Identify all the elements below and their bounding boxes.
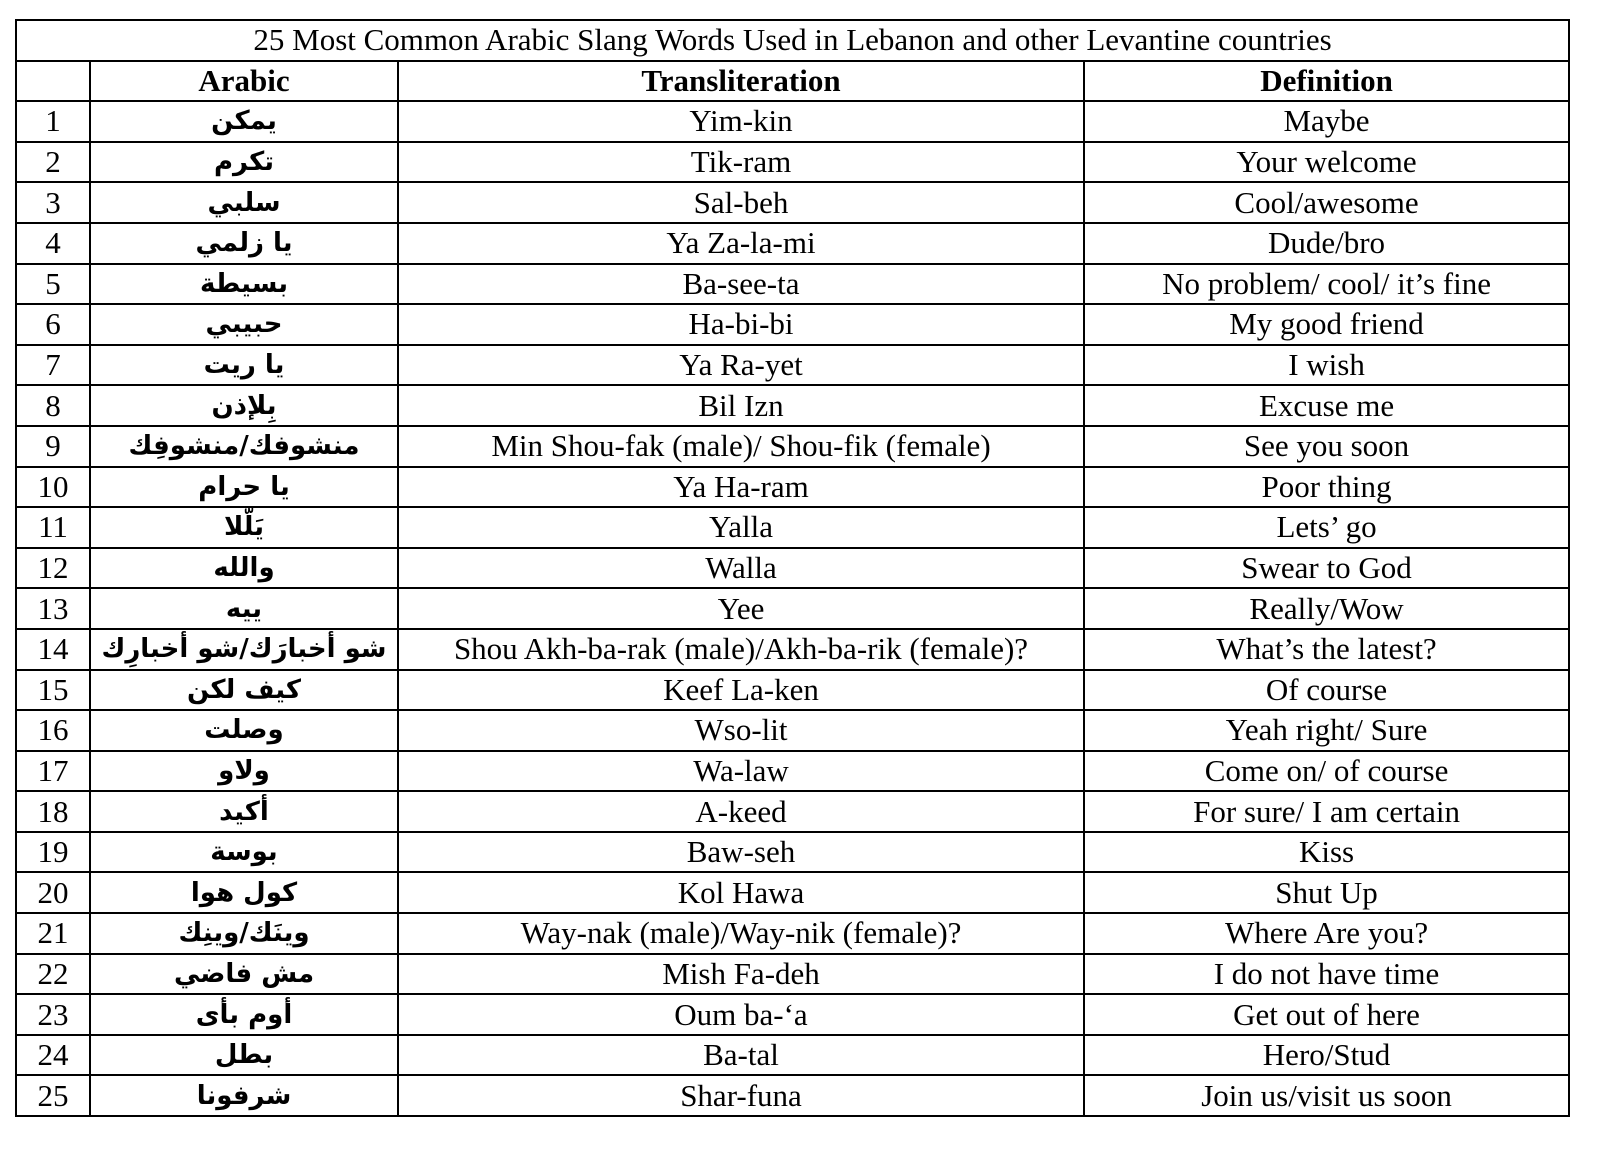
- arabic-word-cell: مش فاضي: [90, 954, 398, 995]
- definition-cell: See you soon: [1084, 426, 1569, 467]
- arabic-word-cell: بِلإذن: [90, 385, 398, 426]
- definition-cell: Really/Wow: [1084, 588, 1569, 629]
- transliteration-cell: Wa-law: [398, 751, 1084, 792]
- transliteration-cell: Yim-kin: [398, 101, 1084, 142]
- row-number-cell: 13: [16, 588, 90, 629]
- arabic-word-cell: يا ريت: [90, 345, 398, 386]
- definition-cell: Where Are you?: [1084, 913, 1569, 954]
- definition-cell: No problem/ cool/ it’s fine: [1084, 264, 1569, 305]
- transliteration-cell: Bil Izn: [398, 385, 1084, 426]
- definition-cell: Excuse me: [1084, 385, 1569, 426]
- row-number-cell: 20: [16, 872, 90, 913]
- transliteration-cell: Min Shou-fak (male)/ Shou-fik (female): [398, 426, 1084, 467]
- arabic-word-cell: بطل: [90, 1035, 398, 1076]
- row-number-cell: 19: [16, 832, 90, 873]
- header-definition: Definition: [1084, 61, 1569, 102]
- row-number-cell: 21: [16, 913, 90, 954]
- definition-cell: Shut Up: [1084, 872, 1569, 913]
- transliteration-cell: Mish Fa-deh: [398, 954, 1084, 995]
- transliteration-cell: Way-nak (male)/Way-nik (female)?: [398, 913, 1084, 954]
- transliteration-cell: Shar-funa: [398, 1075, 1084, 1116]
- row-number-cell: 25: [16, 1075, 90, 1116]
- table-row: [16, 832, 1569, 873]
- table-row: [16, 954, 1569, 995]
- row-number-cell: 23: [16, 994, 90, 1035]
- row-number-cell: 9: [16, 426, 90, 467]
- table-row: [16, 791, 1569, 832]
- table-row: [16, 913, 1569, 954]
- table-row: [16, 548, 1569, 589]
- table-row: [16, 101, 1569, 142]
- definition-cell: Lets’ go: [1084, 507, 1569, 548]
- table-row: [16, 670, 1569, 711]
- transliteration-cell: Sal-beh: [398, 182, 1084, 223]
- row-number-cell: 16: [16, 710, 90, 751]
- row-number-cell: 14: [16, 629, 90, 670]
- row-number-cell: 18: [16, 791, 90, 832]
- arabic-word-cell: شو أخبارَك/شو أخبارِك: [90, 629, 398, 670]
- transliteration-cell: Ya Ha-ram: [398, 467, 1084, 508]
- transliteration-cell: Ba-see-ta: [398, 264, 1084, 305]
- arabic-word-cell: بسيطة: [90, 264, 398, 305]
- definition-cell: Hero/Stud: [1084, 1035, 1569, 1076]
- arabic-word-cell: يَلّلا: [90, 507, 398, 548]
- table-row: [16, 304, 1569, 345]
- title-row: [16, 20, 1569, 61]
- arabic-word-cell: أكيد: [90, 791, 398, 832]
- table-row: [16, 345, 1569, 386]
- table-row: [16, 223, 1569, 264]
- arabic-word-cell: يا زلمي: [90, 223, 398, 264]
- row-number-cell: 6: [16, 304, 90, 345]
- transliteration-cell: Ya Ra-yet: [398, 345, 1084, 386]
- definition-cell: Get out of here: [1084, 994, 1569, 1035]
- arabic-word-cell: سلبي: [90, 182, 398, 223]
- definition-cell: My good friend: [1084, 304, 1569, 345]
- arabic-word-cell: بوسة: [90, 832, 398, 873]
- arabic-word-cell: حبيبي: [90, 304, 398, 345]
- transliteration-cell: Yee: [398, 588, 1084, 629]
- header-transliteration: Transliteration: [398, 61, 1084, 102]
- row-number-cell: 1: [16, 101, 90, 142]
- row-number-cell: 24: [16, 1035, 90, 1076]
- transliteration-cell: Shou Akh-ba-rak (male)/Akh-ba-rik (female)?: [398, 629, 1084, 670]
- arabic-word-cell: ولاو: [90, 751, 398, 792]
- transliteration-cell: Ba-tal: [398, 1035, 1084, 1076]
- definition-cell: For sure/ I am certain: [1084, 791, 1569, 832]
- row-number-cell: 15: [16, 670, 90, 711]
- transliteration-cell: Yalla: [398, 507, 1084, 548]
- table-row: [16, 588, 1569, 629]
- arabic-word-cell: كول هوا: [90, 872, 398, 913]
- table-row: [16, 1035, 1569, 1076]
- transliteration-cell: Ha-bi-bi: [398, 304, 1084, 345]
- table-row: [16, 182, 1569, 223]
- row-number-cell: 2: [16, 142, 90, 183]
- definition-cell: Kiss: [1084, 832, 1569, 873]
- row-number-cell: 7: [16, 345, 90, 386]
- arabic-word-cell: كيف لكن: [90, 670, 398, 711]
- transliteration-cell: Keef La-ken: [398, 670, 1084, 711]
- arabic-word-cell: شرفونا: [90, 1075, 398, 1116]
- table-row: [16, 751, 1569, 792]
- transliteration-cell: Walla: [398, 548, 1084, 589]
- arabic-word-cell: أوم بأى: [90, 994, 398, 1035]
- row-number-cell: 17: [16, 751, 90, 792]
- table-row: [16, 385, 1569, 426]
- definition-cell: Dude/bro: [1084, 223, 1569, 264]
- transliteration-cell: Wso-lit: [398, 710, 1084, 751]
- table-body: [16, 101, 1569, 1116]
- arabic-word-cell: يمكن: [90, 101, 398, 142]
- table-row: [16, 872, 1569, 913]
- table-row: [16, 467, 1569, 508]
- arabic-word-cell: تكرم: [90, 142, 398, 183]
- slang-table: [15, 19, 1570, 1117]
- row-number-cell: 12: [16, 548, 90, 589]
- transliteration-cell: Tik-ram: [398, 142, 1084, 183]
- definition-cell: Come on/ of course: [1084, 751, 1569, 792]
- transliteration-cell: Ya Za-la-mi: [398, 223, 1084, 264]
- row-number-cell: 5: [16, 264, 90, 305]
- definition-cell: Of course: [1084, 670, 1569, 711]
- definition-cell: Swear to God: [1084, 548, 1569, 589]
- row-number-cell: 10: [16, 467, 90, 508]
- arabic-word-cell: ييه: [90, 588, 398, 629]
- row-number-cell: 8: [16, 385, 90, 426]
- table-title: 25 Most Common Arabic Slang Words Used in Lebanon and other Levantine countries: [16, 20, 1569, 61]
- arabic-word-cell: وينَك/وينِك: [90, 913, 398, 954]
- header-arabic: Arabic: [90, 61, 398, 102]
- table-row: [16, 1075, 1569, 1116]
- definition-cell: Yeah right/ Sure: [1084, 710, 1569, 751]
- definition-cell: Your welcome: [1084, 142, 1569, 183]
- row-number-cell: 11: [16, 507, 90, 548]
- transliteration-cell: A-keed: [398, 791, 1084, 832]
- transliteration-cell: Oum ba-‘a: [398, 994, 1084, 1035]
- arabic-word-cell: منشوفك/منشوفِك: [90, 426, 398, 467]
- table-row: [16, 507, 1569, 548]
- definition-cell: What’s the latest?: [1084, 629, 1569, 670]
- header-row: [16, 61, 1569, 102]
- table-row: [16, 710, 1569, 751]
- row-number-cell: 4: [16, 223, 90, 264]
- table-row: [16, 264, 1569, 305]
- definition-cell: Join us/visit us soon: [1084, 1075, 1569, 1116]
- definition-cell: Maybe: [1084, 101, 1569, 142]
- transliteration-cell: Kol Hawa: [398, 872, 1084, 913]
- definition-cell: I do not have time: [1084, 954, 1569, 995]
- row-number-cell: 22: [16, 954, 90, 995]
- transliteration-cell: Baw-seh: [398, 832, 1084, 873]
- definition-cell: Poor thing: [1084, 467, 1569, 508]
- table-row: [16, 426, 1569, 467]
- arabic-word-cell: وصلت: [90, 710, 398, 751]
- table-row: [16, 142, 1569, 183]
- table-row: [16, 629, 1569, 670]
- table-row: [16, 994, 1569, 1035]
- row-number-cell: 3: [16, 182, 90, 223]
- header-number: [16, 61, 90, 102]
- definition-cell: Cool/awesome: [1084, 182, 1569, 223]
- arabic-word-cell: يا حرام: [90, 467, 398, 508]
- arabic-word-cell: والله: [90, 548, 398, 589]
- definition-cell: I wish: [1084, 345, 1569, 386]
